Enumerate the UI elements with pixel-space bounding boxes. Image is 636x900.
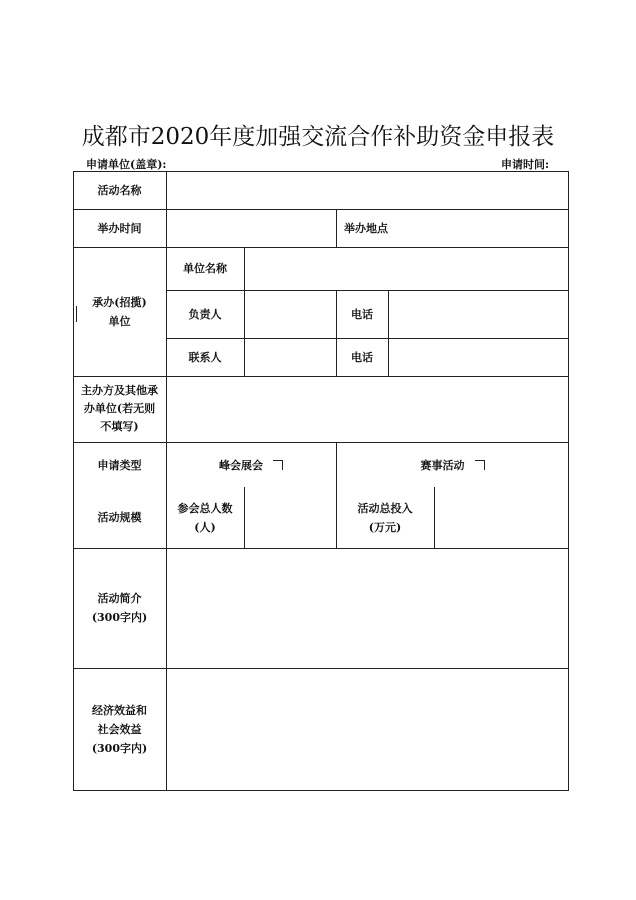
person-in-charge-field[interactable] [245,291,336,338]
sponsor-label: 主办方及其他承 办单位(若无则 不填写) [81,384,158,433]
unit-name-label: 单位名称 [183,262,227,275]
benefit-label: 经济效益和 社会效益 (300字内) [91,704,148,755]
row-divider [73,442,569,443]
phone-field-2[interactable] [389,339,568,376]
hold-time-field[interactable] [167,210,336,247]
phone-label: 电话 [351,307,373,321]
unit-name-field[interactable] [245,248,568,290]
activity-name-label: 活动名称 [97,183,142,197]
organizer-label: 承办(招揽) 单位 [92,295,147,328]
hold-time-label: 举办时间 [97,221,142,235]
event-checkbox[interactable] [475,460,485,470]
intro-field[interactable] [167,549,568,668]
apply-type-label: 申请类型 [97,458,142,472]
investment-field[interactable] [435,488,568,548]
contact-field[interactable] [245,339,336,376]
contact-label: 联系人 [188,350,222,364]
hold-place-label: 举办地点 [344,221,388,235]
type-option-summit: 峰会展会 [166,451,336,479]
application-form-table [73,171,569,791]
participants-field[interactable] [245,488,336,548]
scale-label: 活动规模 [97,510,142,524]
form-title: 成都市2020年度加强交流合作补助资金申报表 [81,124,555,150]
phone-field[interactable] [389,291,568,338]
person-in-charge-label: 负责人 [188,307,222,321]
applicant-label: 申请单位(盖章): [86,158,167,171]
intro-label: 活动简介 (300字内) [91,592,148,624]
date-label: 申请时间: [501,158,550,171]
sponsor-field[interactable] [167,377,568,442]
investment-label: 活动总投入 (万元) [357,502,413,534]
participants-label: 参会总人数 (人) [177,502,233,534]
type-option-event: 赛事活动 [336,451,569,479]
hold-place-field[interactable] [397,210,568,247]
summit-checkbox[interactable] [273,460,283,470]
benefit-field[interactable] [167,669,568,790]
phone-label-2: 电话 [351,350,373,364]
activity-name-field[interactable] [167,172,568,209]
